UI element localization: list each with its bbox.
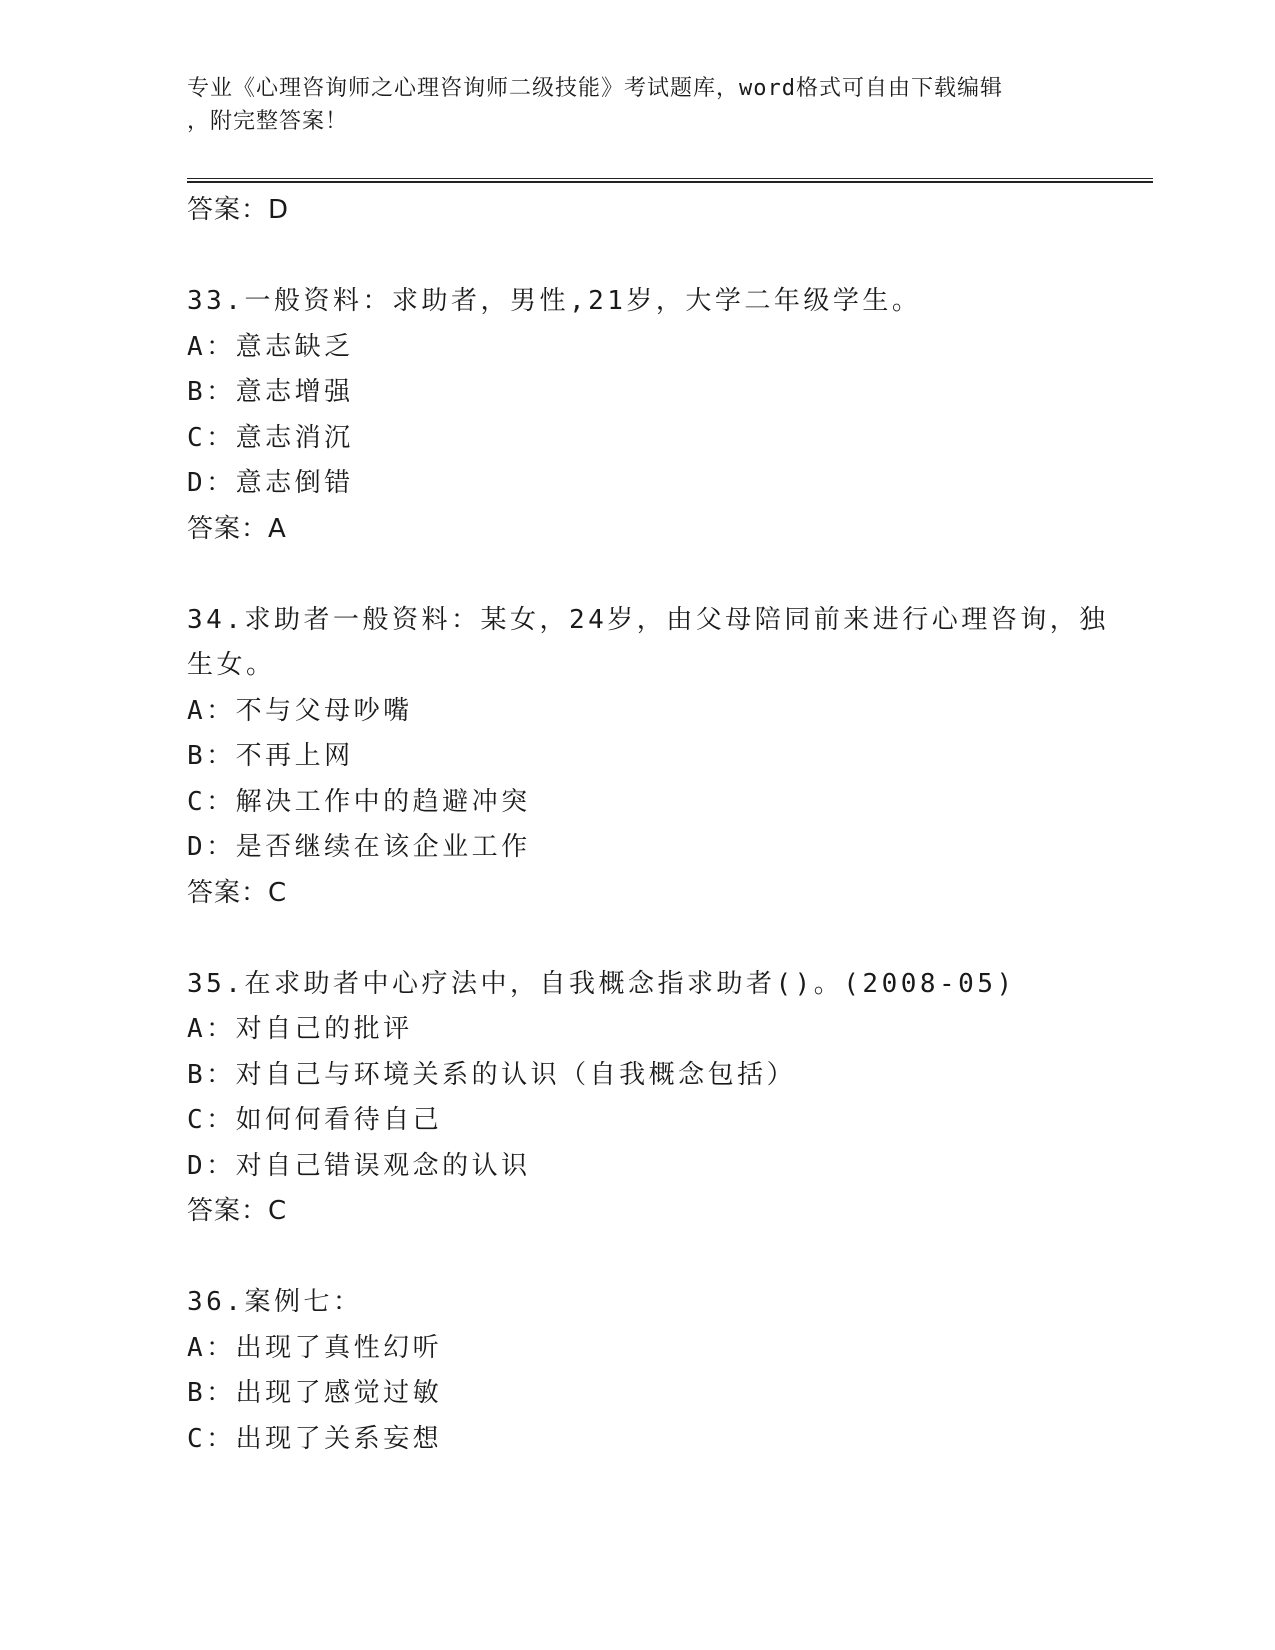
option-a: A：对自己的批评 [187, 1014, 413, 1044]
spacer [187, 234, 1087, 280]
answer-line: 答案：A [187, 513, 287, 544]
question-list [187, 188, 1109, 1462]
option-c: C：解决工作中的趋避冲突 [187, 786, 531, 817]
question-stem: 34.求助者一般资料：某女，24岁，由父母陪同前来进行心理咨询，独 [187, 604, 1109, 635]
question-block [187, 279, 1087, 552]
question-block [187, 598, 1109, 917]
answer-line: 答案：C [187, 877, 288, 908]
header-line-1: 专业《心理咨询师之心理咨询师二级技能》考试题库，word格式可自由下载编辑 [187, 76, 1003, 101]
question-stem: 35.在求助者中心疗法中，自我概念指求助者()。(2008-05) [187, 968, 1016, 999]
question-stem: 36.案例七： [187, 1287, 363, 1317]
option-d: D：意志倒错 [187, 468, 354, 498]
question-block [187, 1280, 1087, 1462]
option-b: B：不再上网 [187, 741, 354, 771]
question-stem: 33.一般资料：求助者，男性,21岁，大学二年级学生。 [187, 286, 922, 316]
option-b: B：意志增强 [187, 377, 354, 407]
answer-line: 答案：D [187, 195, 290, 225]
option-a: A：出现了真性幻听 [187, 1332, 443, 1363]
spacer [187, 1235, 1087, 1281]
option-d: D：对自己错误观念的认识 [187, 1150, 531, 1181]
option-b: B：对自己与环境关系的认识（自我概念包括） [187, 1059, 797, 1090]
option-c: C：意志消沉 [187, 422, 354, 453]
answer-line: 答案：C [187, 1196, 288, 1226]
option-c: C：如何何看待自己 [187, 1105, 443, 1135]
option-a: A：不与父母吵嘴 [187, 695, 413, 726]
header-line-2: ，附完整答案！ [187, 109, 349, 134]
header-divider-thin [187, 178, 1153, 179]
document-header [187, 72, 1067, 138]
header-divider-thick [187, 181, 1153, 183]
spacer [187, 552, 1087, 598]
question-stem-continued: 生女。 [187, 650, 276, 680]
spacer [187, 916, 1087, 962]
option-c: C：出现了关系妄想 [187, 1423, 443, 1454]
question-block [187, 962, 1087, 1235]
option-a: A：意志缺乏 [187, 331, 354, 362]
option-b: B：出现了感觉过敏 [187, 1378, 443, 1408]
option-d: D：是否继续在该企业工作 [187, 832, 531, 862]
